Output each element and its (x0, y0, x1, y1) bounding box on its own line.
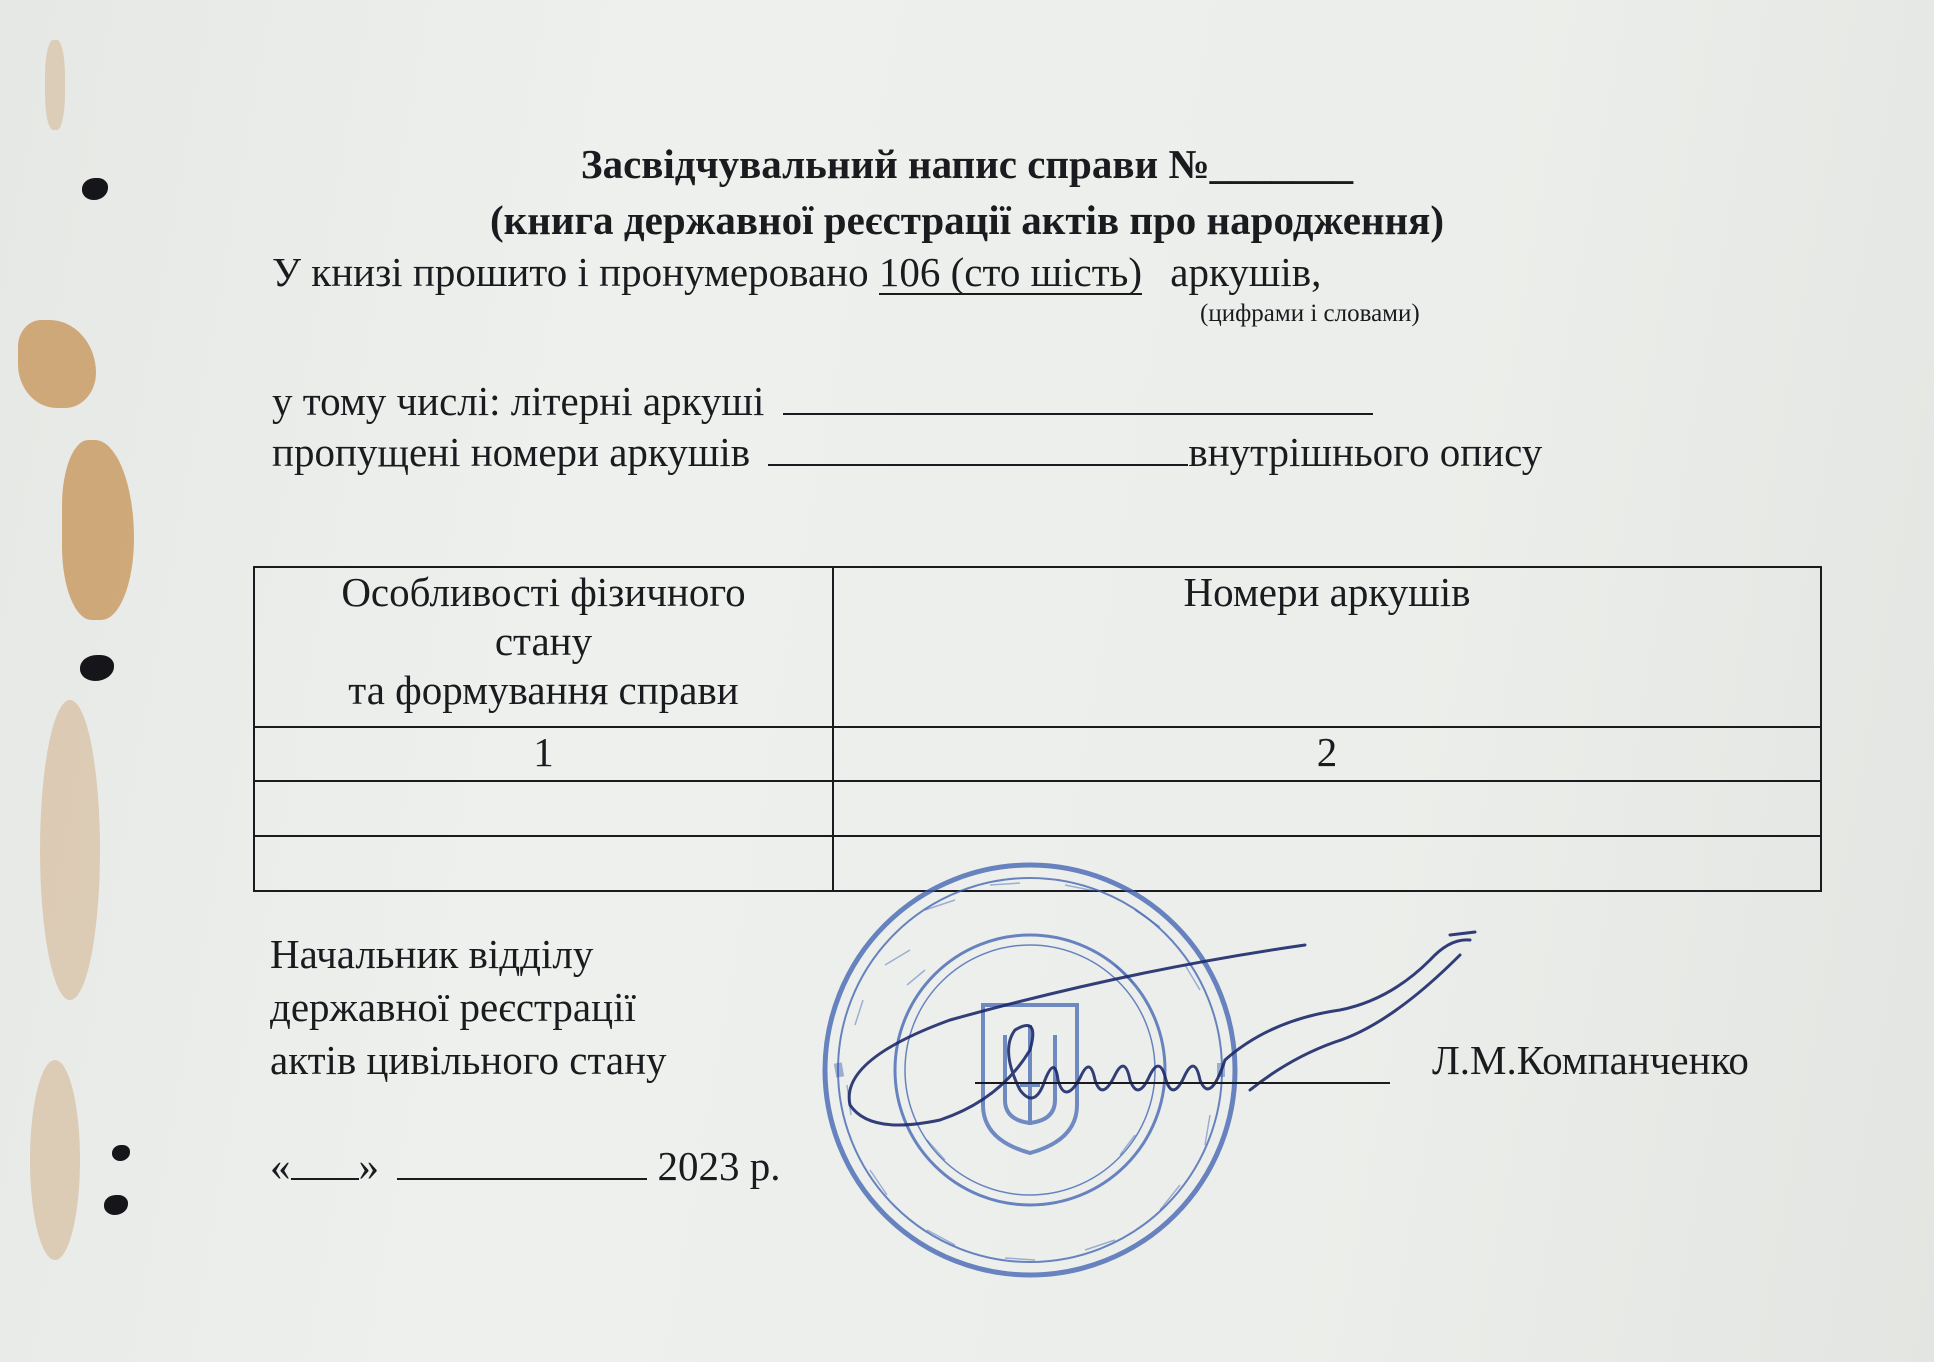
letter-sheets-line (272, 377, 1373, 425)
physical-state-table (253, 566, 1822, 892)
paper-stain (18, 320, 96, 408)
table-header-row (254, 567, 1821, 727)
sheets-hint: (цифрами і словами) (1200, 300, 1420, 327)
header-physical-state: Особливості фізичного стану та формування справи (254, 567, 833, 727)
handwritten-signature (830, 930, 1530, 1150)
rust-spot (30, 1060, 80, 1260)
position-line-3: актів цивільного стану (270, 1037, 667, 1083)
punch-hole (104, 1195, 128, 1215)
table-cell (254, 836, 833, 891)
column-number-1: 1 (254, 727, 833, 781)
document-title: Засвідчувальний напис справи №_______ (580, 141, 1354, 187)
punch-hole (80, 655, 114, 681)
table-column-numbers-row (254, 727, 1821, 781)
punch-hole (112, 1145, 130, 1161)
letter-sheets-blank (783, 379, 1373, 415)
paper-stain (45, 40, 65, 130)
date-month-blank (397, 1144, 647, 1180)
rust-spot (40, 700, 100, 1000)
inner-inventory-label: внутрішнього опису (1188, 429, 1543, 475)
letter-sheets-label: у тому числі: літерні аркуші (272, 378, 765, 424)
signature-line (975, 1082, 1390, 1084)
missing-numbers-line (272, 428, 1542, 476)
column-number-2: 2 (833, 727, 1821, 781)
table-cell (254, 781, 833, 836)
position-line-1: Начальник відділу (270, 931, 594, 977)
document-subtitle: (книга державної реєстрації актів про народження) (490, 197, 1444, 243)
table-row (254, 781, 1821, 836)
date-close-quote: » (358, 1143, 379, 1189)
date-open-quote: « (270, 1143, 291, 1189)
missing-numbers-blank (768, 430, 1188, 466)
paper-stain (62, 440, 134, 620)
date-day-blank (291, 1144, 359, 1180)
sheets-count-line (272, 248, 1321, 296)
sheets-prefix: У книзі прошито і пронумеровано (272, 249, 869, 295)
date-year: 2023 р. (657, 1143, 781, 1189)
header-sheet-numbers: Номери аркушів (833, 567, 1821, 727)
sheets-value: 106 (сто шість) (878, 249, 1143, 295)
missing-numbers-label: пропущені номери аркушів (272, 429, 751, 475)
date-line (270, 1142, 781, 1190)
position-line-2: державної реєстрації (270, 984, 636, 1030)
table-cell (833, 781, 1821, 836)
signer-name: Л.М.Компанченко (1432, 1037, 1749, 1083)
sheets-suffix: аркушів, (1170, 249, 1322, 295)
